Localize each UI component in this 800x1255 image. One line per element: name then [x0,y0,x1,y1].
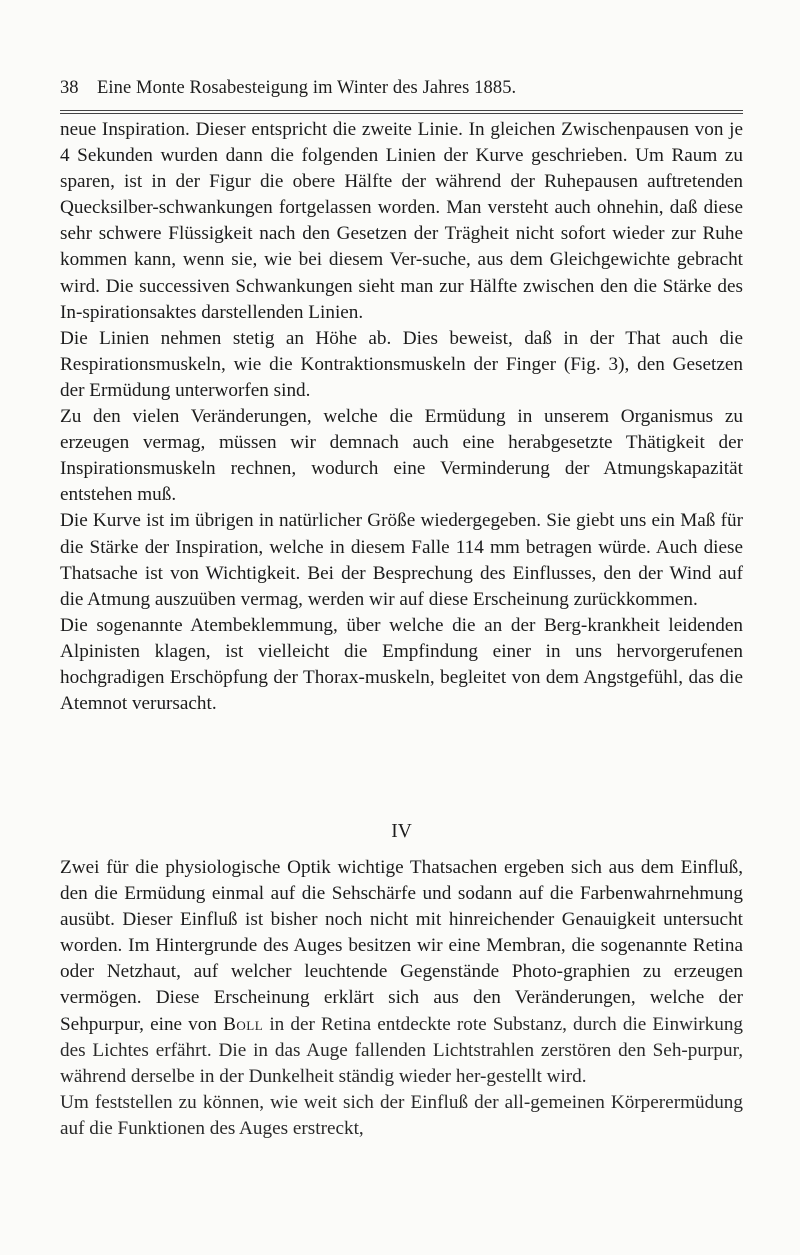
paragraph-text: in der Retina entdeckte rote Substanz, durch die Einwirkung des Lichtes erfährt. Die in das Auge fallenden Lichtstrahlen zerstören den Seh-purpur, während derselbe in der Dunkelheit ständig wieder her-gestellt wird. [60,1013,744,1087]
page-number: 38 [60,78,79,98]
body-text-part1 [60,117,743,717]
body-text-part2 [60,855,743,1142]
author-name: Boll [223,1013,264,1035]
running-title: Eine Monte Rosabesteigung im Winter des Jahres 1885. [97,78,517,98]
paragraph: neue Inspiration. Dieser entspricht die zweite Linie. In gleichen Zwischenpausen von je 4 Sekunden wurden dann die folgenden Linien der Kurve geschrieben. Um Raum zu sparen, ist in der Figur die obere Hälfte der während der Ruhepausen auftretenden Quecksilber-schwankungen fortgelassen worden. Man versteht auch ohnehin, daß diese sehr schwere Flüssigkeit nach den Gesetzen der Trägheit nicht sofort wieder zur Ruhe kommen kann, wenn sie, wie bei diesem Ver-suche, aus dem Gleichgewichte gebracht wird. Die successiven Schwankungen sieht man zur Hälfte zwischen den die Stärke des In-spirationsaktes darstellenden Linien. [60,119,743,323]
paragraph: Die sogenannte Atembeklemmung, über welche die an der Berg-krankheit leidenden Alpinisten klagen, ist vielleicht die Empfindung einer in uns hervorgerufenen hochgradigen Erschöpfung der Thorax-muskeln, begleitet von dem Angstgefühl, das die Atemnot verursacht. [60,614,743,715]
header-rule [60,110,743,114]
paragraph-text: Zwei für die physiologische Optik wichtige Thatsachen ergeben sich aus dem Einfluß, den die Ermüdung einmal auf die Sehschärfe und sodann auf die Farbenwahrnehmung ausübt. Dieser Einfluß ist bisher noch nicht mit hinreichender Genauigkeit untersucht worden. Im Hintergrunde des Auges besitzen wir eine Membran, die sogenannte Retina oder Netzhaut, auf welcher leuchtende Gegenstände Photo-graphien zu erzeugen vermögen. Diese Erscheinung erklärt sich aus den Veränderungen, welche der Sehpurpur, eine von [60,857,743,1035]
paragraph: Um feststellen zu können, wie weit sich der Einfluß der all-gemeinen Körperermüdung auf die Funktionen des Auges erstreckt, [60,1091,743,1139]
section-heading: IV [391,821,412,842]
paragraph [60,855,743,1090]
paragraph: Die Linien nehmen stetig an Höhe ab. Dies beweist, daß in der That auch die Respirationsmuskeln, wie die Kontraktionsmuskeln der Finger (Fig. 3), den Gesetzen der Ermüdung unterworfen sind. [60,327,743,401]
paragraph: Zu den vielen Veränderungen, welche die Ermüdung in unserem Organismus zu erzeugen vermag, müssen wir demnach auch eine herabgesetzte Thätigkeit der Inspirationsmuskeln rechnen, wodurch eine Verminderung der Atmungskapazität entstehen muß. [60,406,743,506]
paragraph: Die Kurve ist im übrigen in natürlicher Größe wiedergegeben. Sie giebt uns ein Maß für die Stärke der Inspiration, welche in diesem Falle 114 mm betragen würde. Auch diese Thatsache ist von Wichtigkeit. Bei der Besprechung des Einflusses, den der Wind auf die Atmung auszuüben vermag, werden wir auf diese Erscheinung zurückkommen. [60,510,743,610]
page-header [60,78,743,108]
